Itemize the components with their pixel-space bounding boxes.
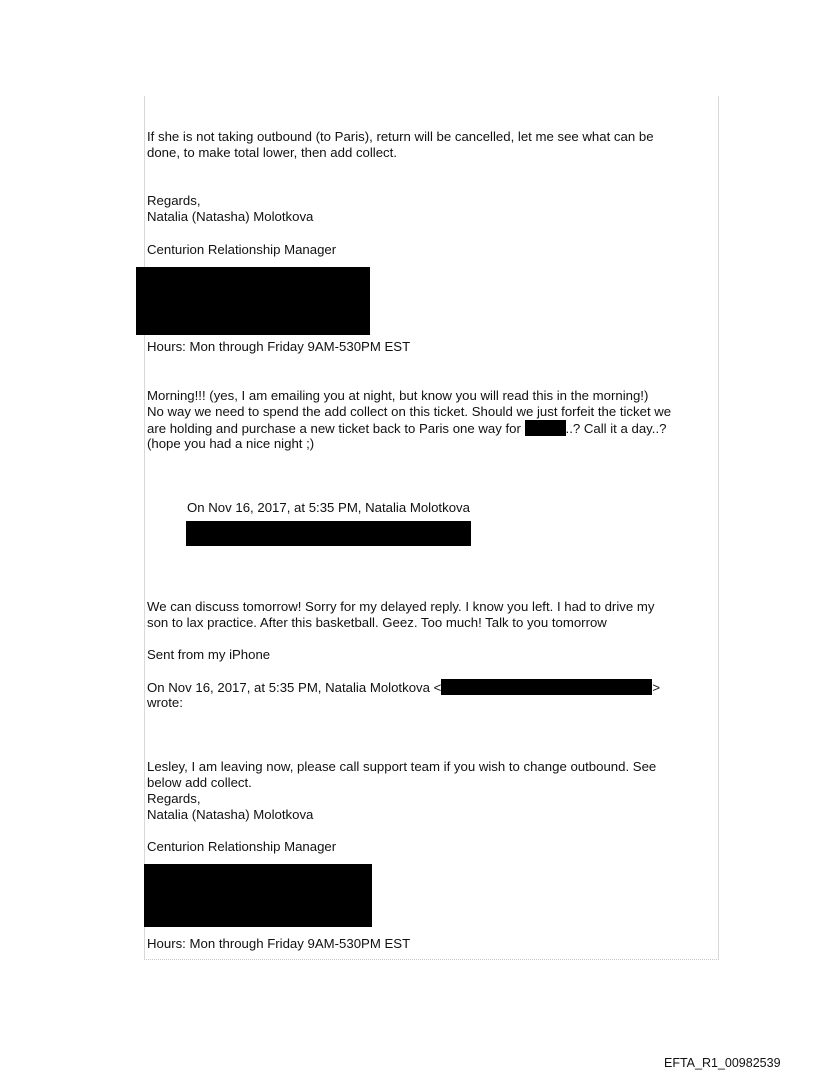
body-text-line: No way we need to spend the add collect on this ticket. Should we just forfeit the ticket we (147, 404, 672, 419)
signature-title: Centurion Relationship Manager (147, 839, 337, 854)
body-text-segment: are holding and purchase a new ticket back to Paris one way for (147, 421, 525, 436)
body-text-line (147, 420, 666, 438)
inline-redaction (525, 420, 566, 436)
quote-header-text: > (652, 680, 661, 695)
signature-hours: Hours: Mon through Friday 9AM-530PM EST (147, 936, 411, 951)
redaction-block (144, 864, 372, 927)
body-text-line: We can discuss tomorrow! Sorry for my delayed reply. I know you left. I had to drive my (147, 599, 655, 614)
signature-name: Natalia (Natasha) Molotkova (147, 807, 314, 822)
document-id: EFTA_R1_00982539 (664, 1056, 781, 1070)
quote-header: On Nov 16, 2017, at 5:35 PM, Natalia Molotkova (187, 500, 470, 515)
body-text-line: Lesley, I am leaving now, please call support team if you wish to change outbound. See (147, 759, 657, 774)
quote-wrote: wrote: (147, 695, 183, 710)
redaction-block (186, 521, 471, 546)
sent-from-line: Sent from my iPhone (147, 647, 271, 662)
signature-name: Natalia (Natasha) Molotkova (147, 209, 314, 224)
redaction-block (136, 267, 370, 335)
signature-regards: Regards, (147, 193, 201, 208)
body-text-line: son to lax practice. After this basketball. Geez. Too much! Talk to you tomorrow (147, 615, 607, 630)
quote-header (147, 679, 660, 697)
body-text-segment: ..? Call it a day..? (565, 421, 667, 436)
signature-hours: Hours: Mon through Friday 9AM-530PM EST (147, 339, 411, 354)
body-text-line: done, to make total lower, then add collect. (147, 145, 397, 160)
body-text-line: If she is not taking outbound (to Paris), return will be cancelled, let me see what can be (147, 129, 654, 144)
inline-redaction (441, 679, 652, 695)
quote-header-text: On Nov 16, 2017, at 5:35 PM, Natalia Molotkova < (147, 680, 442, 695)
signature-title: Centurion Relationship Manager (147, 242, 337, 257)
body-text-line: below add collect. (147, 775, 252, 790)
body-text-line: (hope you had a nice night ;) (147, 436, 315, 451)
body-text-line: Morning!!! (yes, I am emailing you at night, but know you will read this in the morning!) (147, 388, 649, 403)
signature-regards: Regards, (147, 791, 201, 806)
